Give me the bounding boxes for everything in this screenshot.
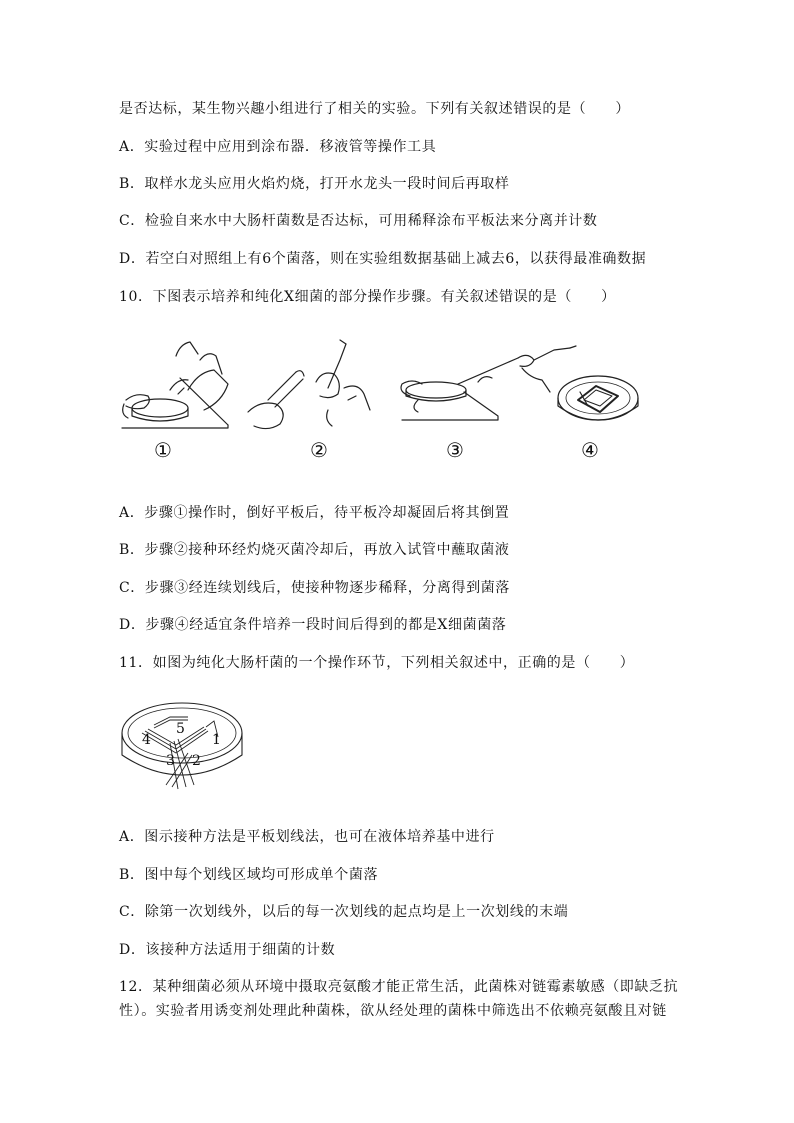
q10-option-a: A．步骤①操作时，倒好平板后，待平板冷却凝固后将其倒置 [119,505,510,521]
q10-option-d: D．步骤④经适宜条件培养一段时间后得到的都是X细菌菌落 [119,617,507,633]
zone-label-1: 1 [212,732,221,748]
zone-label-3: 3 [166,753,175,769]
step2-loop-illustration [248,340,370,429]
step-label-4: ④ [581,438,599,462]
q10-option-b: B．步骤②接种环经灼烧灭菌冷却后，再放入试管中蘸取菌液 [119,542,510,558]
step1-pouring-illustration [122,342,228,428]
zone-label-4: 4 [142,732,151,748]
zone-label-5: 5 [176,721,185,737]
q11-option-a: A．图示接种方法是平板划线法，也可在液体培养基中进行 [119,829,495,845]
step-label-1: ① [154,438,172,462]
q9-option-d: D．若空白对照组上有6个菌落，则在实验组数据基础上减去6，以获得最准确数据 [119,251,647,267]
q9-option-c: C．检验自来水中大肠杆菌数是否达标，可用稀释涂布平板法来分离并计数 [119,213,598,229]
zone-label-2: 2 [192,753,201,769]
step-label-2: ② [310,438,328,462]
q10-stem: 10．下图表示培养和纯化X细菌的部分操作步骤。有关叙述错误的是（ ） [119,289,616,305]
q11-option-d: D．该接种方法适用于细菌的计数 [119,942,336,958]
q10-procedure-figure [118,330,678,440]
q12-stem-line1: 12．某种细菌必须从环境中摄取亮氨酸才能正常生活，此菌株对链霉素敏感（即缺乏抗 [119,979,679,995]
step3-streaking-illustration [401,346,576,420]
step-label-3: ③ [446,438,464,462]
q11-streak-plate-figure [118,693,254,805]
q9-option-b: B．取样水龙头应用火焰灼烧，打开水龙头一段时间后再取样 [119,176,510,192]
step4-plate-illustration [558,376,638,420]
q10-option-c: C．步骤③经连续划线后，使接种物逐步稀释，分离得到菌落 [119,580,510,596]
q9-option-a: A．实验过程中应用到涂布器．移液管等操作工具 [119,139,437,155]
q12-stem-line2: 性）。实验者用诱变剂处理此种菌株，欲从经处理的菌株中筛选出不依赖亮氨酸且对链 [119,1003,667,1019]
q9-stem: 是否达标，某生物兴趣小组进行了相关的实验。下列有关叙述错误的是（ ） [119,101,630,117]
q11-option-c: C．除第一次划线外，以后的每一次划线的起点均是上一次划线的末端 [119,904,569,920]
q11-stem: 11．如图为纯化大肠杆菌的一个操作环节，下列相关叙述中，正确的是（ ） [119,655,635,671]
q11-option-b: B．图中每个划线区域均可形成单个菌落 [119,867,379,883]
